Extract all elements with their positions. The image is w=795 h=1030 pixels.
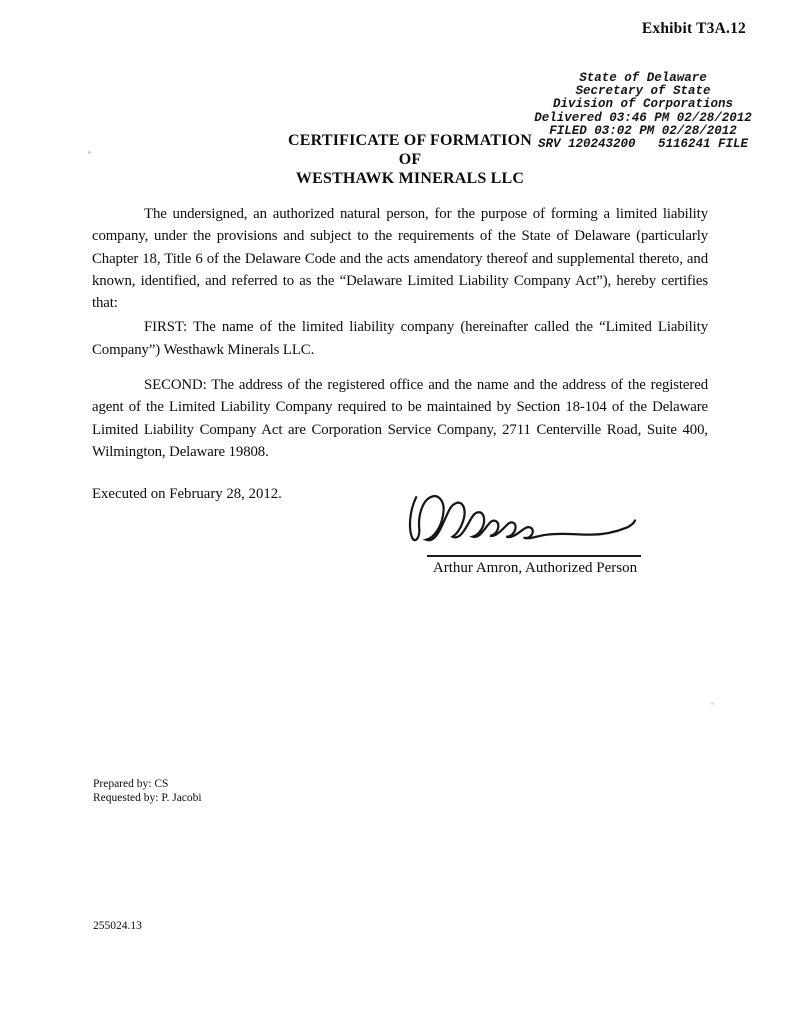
document-body bbox=[92, 203, 708, 463]
title-line-1: CERTIFICATE OF FORMATION bbox=[288, 132, 532, 149]
stamp-line-filed: FILED 03:02 PM 02/28/2012 bbox=[549, 123, 737, 138]
signature-rule bbox=[427, 555, 641, 557]
footer-prepared-block bbox=[93, 778, 202, 805]
scan-artifact-dot bbox=[711, 702, 714, 705]
exhibit-label: Exhibit T3A.12 bbox=[641, 20, 746, 37]
scan-artifact-dot bbox=[88, 151, 91, 154]
document-title bbox=[279, 131, 541, 188]
requested-by-line: Requested by: P. Jacobi bbox=[93, 791, 202, 804]
stamp-line-division: Division of Corporations bbox=[552, 97, 734, 112]
stamp-line-state: State of Delaware bbox=[579, 71, 707, 85]
stamp-line-secretary: Secretary of State bbox=[575, 84, 711, 99]
paragraph-second: SECOND: The address of the registered office and the name and the address of the registered agent of the Limited Liability Company required to be maintained by Section 18-104 of the Delaware Limited Liability Company Act are Corporation Service Company, 2711 Centerville Road, Suite 400, Wilmington, Delaware 19808. bbox=[92, 377, 708, 460]
stamp-line-srv: SRV 120243200 5116241 FILE bbox=[537, 137, 749, 152]
title-line-3: WESTHAWK MINERALS LLC bbox=[295, 170, 525, 187]
prepared-by-line: Prepared by: CS bbox=[93, 778, 169, 790]
document-number: 255024.13 bbox=[93, 920, 142, 932]
stamp-line-delivered: Delivered 03:46 PM 02/28/2012 bbox=[534, 110, 752, 125]
paragraph-first: FIRST: The name of the limited liability company (hereinafter called the “Limited Liability Company”) Westhawk Minerals LLC. bbox=[92, 319, 708, 358]
signature-image bbox=[404, 493, 642, 549]
signatory-name: Arthur Amron, Authorized Person bbox=[432, 560, 638, 576]
paragraph-preamble: The undersigned, an authorized natural person, for the purpose of forming a limited liability company, under the provisions and subject to the requirements of the State of Delaware (particularly Chapter 18, Title 6 of the Delaware Code and the acts amendatory thereof and supplemental thereto, and known, identified, and referred to as the “Delaware Limited Liability Company Act”), hereby certifies that: bbox=[92, 206, 708, 312]
title-line-2: OF bbox=[398, 151, 422, 168]
execution-date-line: Executed on February 28, 2012. bbox=[92, 486, 282, 502]
delaware-filing-stamp bbox=[510, 72, 776, 151]
